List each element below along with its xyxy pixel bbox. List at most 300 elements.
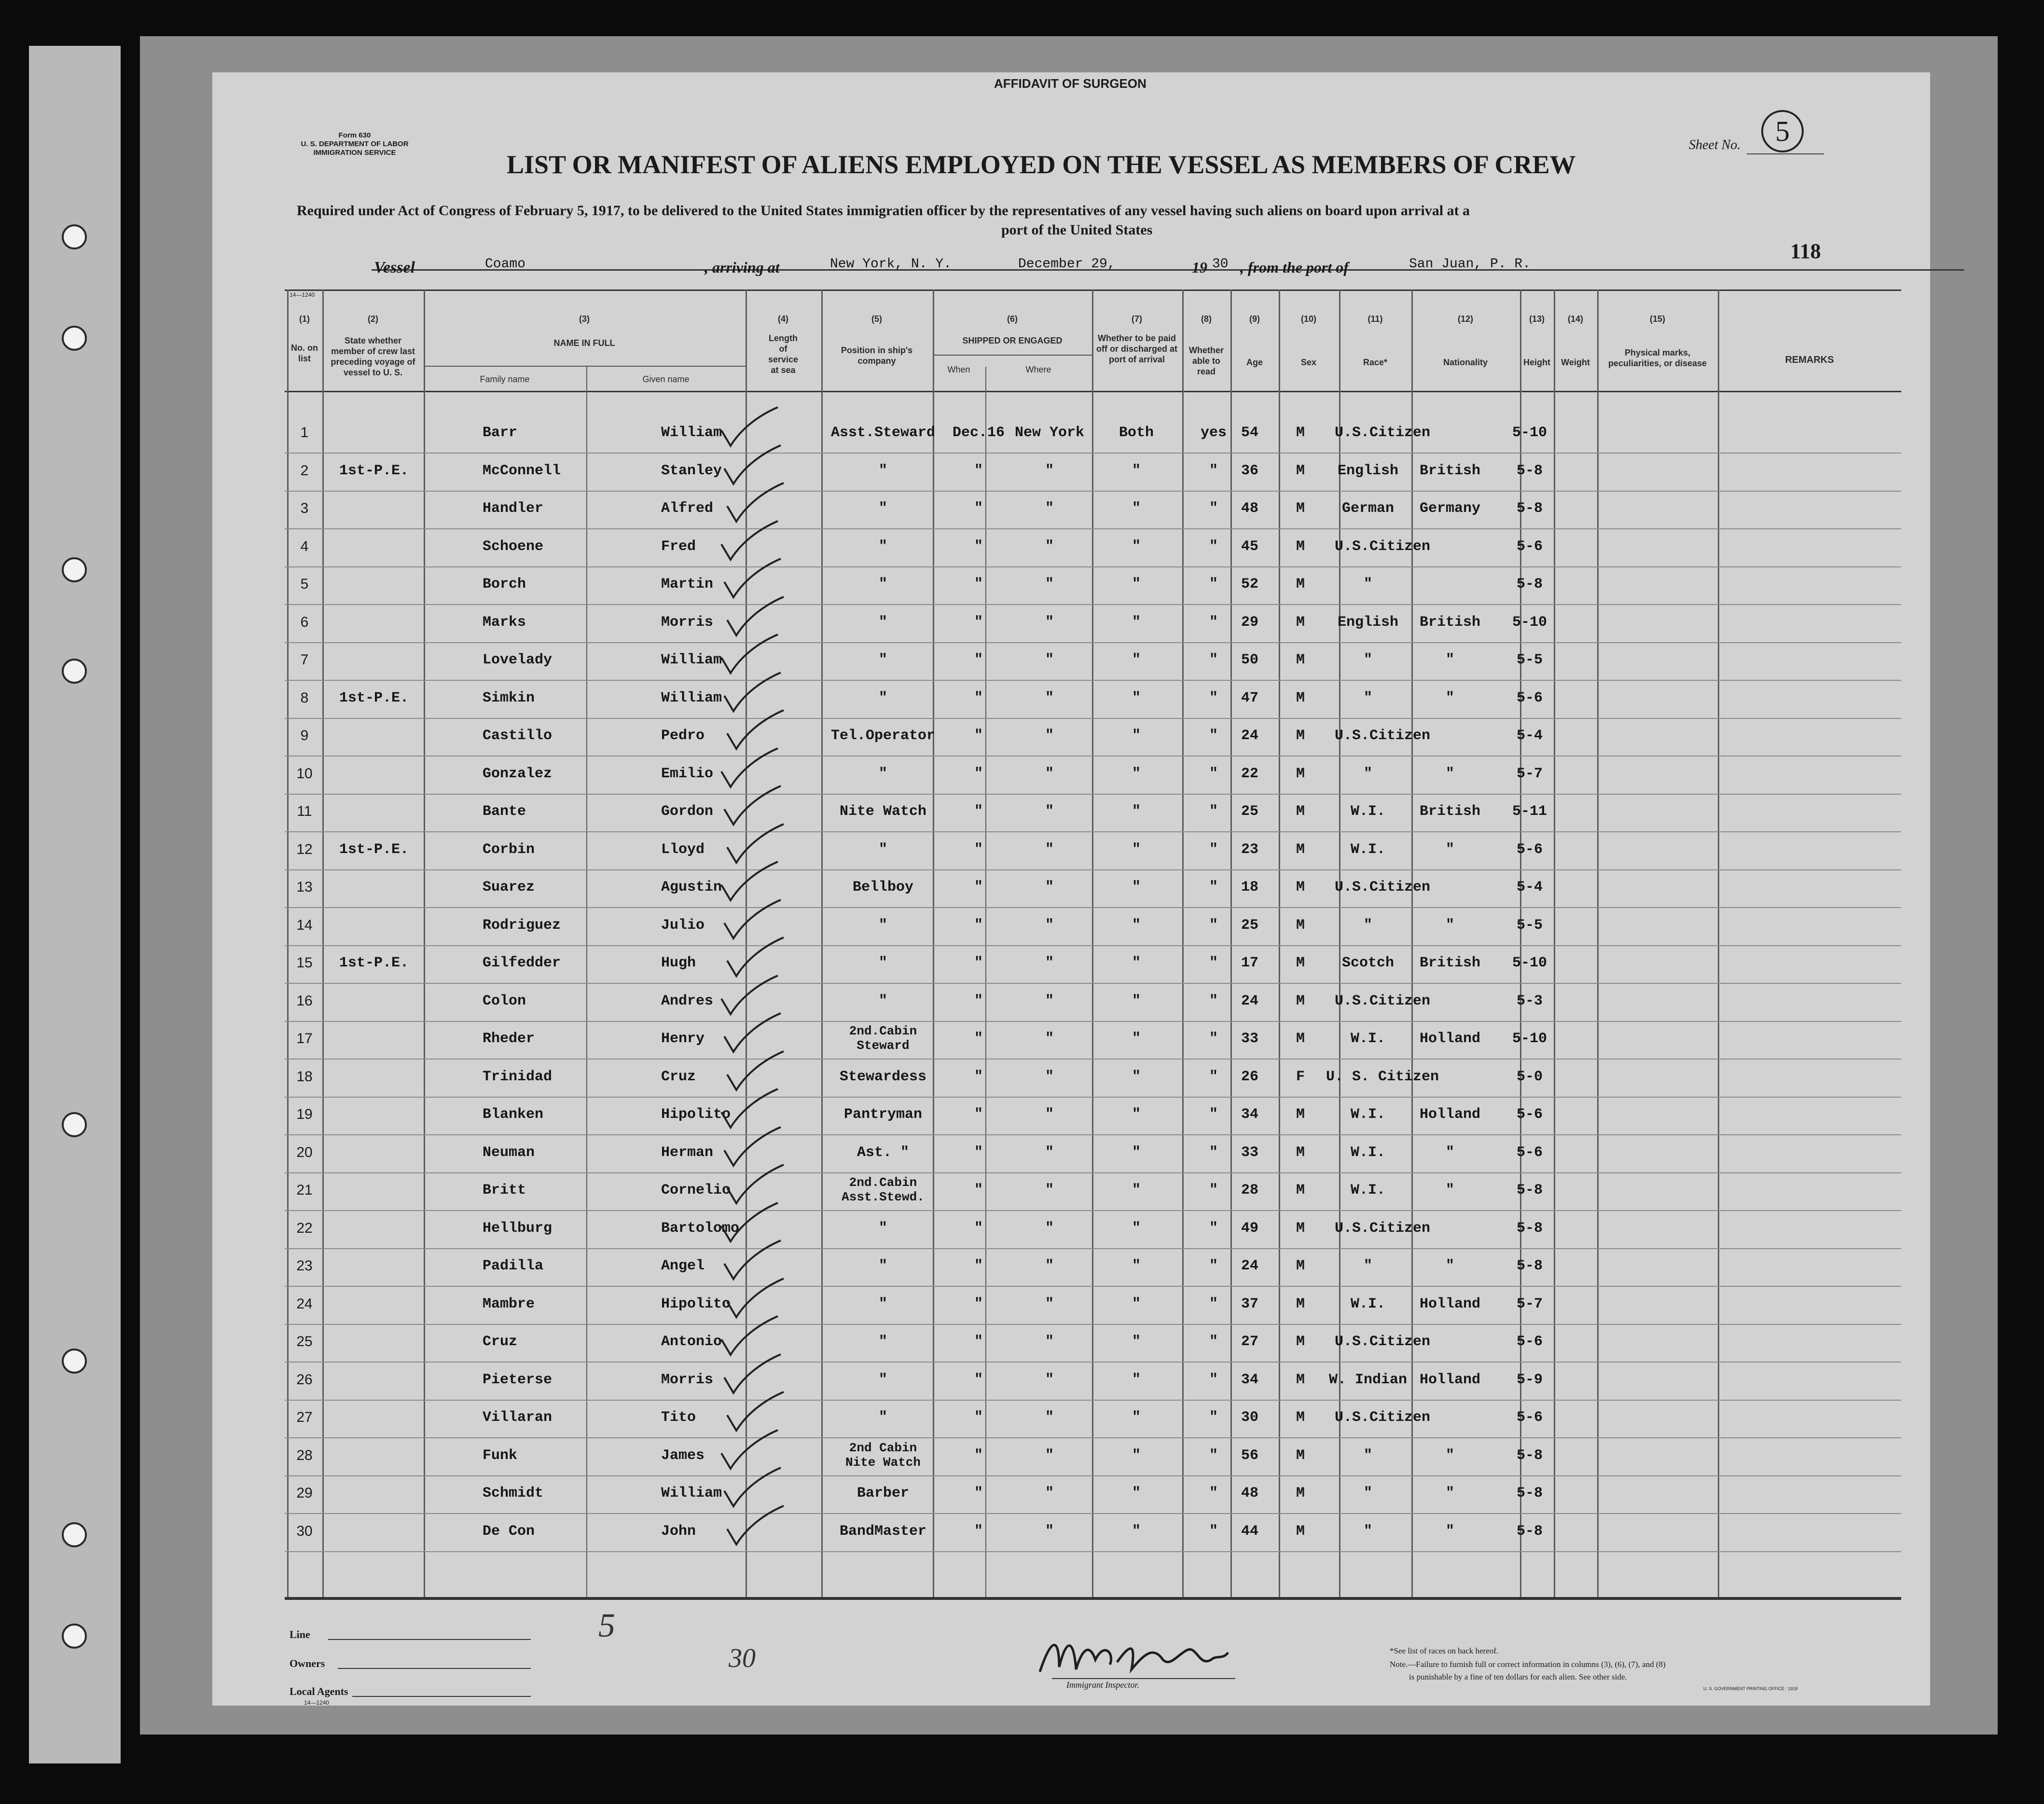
row-number: 23: [296, 1258, 313, 1274]
check-mark-icon: [722, 784, 785, 827]
row-shipped-where: ": [1045, 728, 1054, 744]
row-family-name: Colon: [483, 992, 526, 1009]
row-nationality: ": [1445, 1485, 1455, 1501]
row-shipped-when: ": [974, 1258, 983, 1274]
binder-hole: [62, 1522, 87, 1547]
inspector-signature: [1033, 1626, 1235, 1679]
row-able-read: ": [1209, 992, 1218, 1009]
row-nationality: Germany: [1419, 500, 1481, 517]
row-paid-off: ": [1132, 1144, 1141, 1161]
check-mark-icon: [719, 1201, 782, 1244]
form-number: Form 630 U. S. DEPARTMENT OF LABOR IMMIGRATION SERVICE: [301, 131, 409, 157]
row-position: ": [878, 689, 888, 706]
row-position: ": [878, 765, 888, 782]
col-number: (1): [299, 314, 310, 324]
row-rule: [285, 453, 1901, 454]
row-age: 23: [1241, 841, 1259, 858]
row-shipped-when: ": [974, 1106, 983, 1123]
row-shipped-where: ": [1045, 841, 1054, 858]
row-nationality: Holland: [1419, 1106, 1481, 1123]
header-sex: Sex: [1300, 358, 1317, 367]
row-paid-off: ": [1132, 1068, 1141, 1085]
row-shipped-where: ": [1045, 1220, 1054, 1237]
row-given-name: John: [661, 1523, 696, 1540]
row-rule: [285, 1248, 1901, 1249]
check-mark-icon: [722, 1352, 785, 1396]
row-race: W.I.: [1350, 1295, 1386, 1312]
row-given-name: Hipolito: [661, 1295, 731, 1312]
row-race: ": [1363, 576, 1373, 592]
row-rule: [285, 528, 1901, 529]
row-number: 24: [296, 1295, 313, 1312]
row-number: 20: [296, 1144, 313, 1160]
row-able-read: ": [1209, 614, 1218, 631]
row-race: ": [1363, 1258, 1373, 1274]
row-shipped-where: ": [1045, 879, 1054, 895]
row-height: 5-10: [1512, 1031, 1547, 1047]
row-rule: [285, 756, 1901, 757]
row-able-read: ": [1209, 1447, 1218, 1464]
row-rule: [285, 1513, 1901, 1514]
row-number: 7: [300, 652, 309, 668]
row-rule: [285, 642, 1901, 643]
row-sex: M: [1296, 500, 1305, 517]
row-family-name: Pieterse: [483, 1371, 552, 1388]
row-shipped-when: ": [974, 803, 983, 820]
row-age: 48: [1241, 500, 1259, 517]
row-height: 5-8: [1516, 1220, 1543, 1237]
row-able-read: ": [1209, 1295, 1218, 1312]
row-position: ": [878, 1258, 888, 1274]
row-paid-off: ": [1132, 1409, 1141, 1426]
row-shipped-where: ": [1045, 1334, 1054, 1350]
check-mark-icon: [725, 936, 787, 979]
check-mark-icon: [719, 405, 782, 449]
header-nationality: Nationality: [1443, 358, 1488, 367]
check-mark-icon: [725, 481, 787, 524]
check-mark-icon: [725, 595, 787, 638]
row-rule: [285, 907, 1901, 908]
row-height: 5-10: [1512, 425, 1547, 441]
row-race: Scotch: [1341, 955, 1395, 971]
row-sex: M: [1296, 1031, 1305, 1047]
row-family-name: Cruz: [483, 1334, 518, 1350]
row-rule: [285, 491, 1901, 492]
binder-hole: [62, 1112, 87, 1137]
row-given-name: Stanley: [661, 462, 722, 479]
row-able-read: ": [1209, 765, 1218, 782]
inspector-label: Immigrant Inspector.: [1066, 1680, 1139, 1690]
row-shipped-where: ": [1045, 652, 1054, 668]
row-height: 5-8: [1516, 462, 1543, 479]
row-family-name: Corbin: [483, 841, 535, 858]
row-position: ": [878, 1220, 888, 1237]
row-age: 54: [1241, 425, 1259, 441]
binder-strip: [29, 46, 121, 1763]
check-mark-icon: [722, 1239, 785, 1282]
row-state-crew: 1st-P.E.: [339, 689, 409, 706]
row-able-read: ": [1209, 1106, 1218, 1123]
check-mark-icon: [725, 1390, 787, 1433]
row-height: 5-8: [1516, 1447, 1543, 1464]
row-family-name: Padilla: [483, 1258, 544, 1274]
year-prefix: 19: [1192, 259, 1207, 276]
row-family-name: Trinidad: [483, 1068, 552, 1085]
header-given-name: Given name: [642, 374, 690, 384]
row-paid-off: ": [1132, 917, 1141, 934]
row-paid-off: ": [1132, 1031, 1141, 1047]
row-paid-off: ": [1132, 1182, 1141, 1198]
row-race: ": [1363, 652, 1373, 668]
row-able-read: ": [1209, 879, 1218, 895]
row-age: 18: [1241, 879, 1259, 895]
row-position: Tel.Operator: [830, 728, 936, 744]
row-height: 5-6: [1516, 841, 1543, 858]
row-given-name: Morris: [661, 614, 714, 631]
row-given-name: Andres: [661, 992, 714, 1009]
check-mark-icon: [725, 1504, 787, 1547]
row-race: W.I.: [1350, 1144, 1386, 1161]
row-given-name: William: [661, 425, 722, 441]
row-paid-off: ": [1132, 1371, 1141, 1388]
row-shipped-when: ": [974, 879, 983, 895]
row-age: 44: [1241, 1523, 1259, 1540]
check-mark-icon: [725, 822, 787, 866]
row-height: 5-4: [1516, 728, 1543, 744]
arriving-label: , arriving at: [704, 259, 780, 276]
row-age: 34: [1241, 1106, 1259, 1123]
row-sex: M: [1296, 538, 1305, 555]
row-given-name: Pedro: [661, 728, 705, 744]
header-position: Position in ship's company: [841, 345, 913, 366]
row-able-read: ": [1209, 803, 1218, 820]
row-able-read: ": [1209, 955, 1218, 971]
row-able-read: ": [1209, 500, 1218, 517]
row-paid-off: ": [1132, 1295, 1141, 1312]
row-family-name: Blanken: [483, 1106, 544, 1123]
row-position: Barber: [856, 1485, 910, 1501]
row-number: 8: [300, 689, 309, 706]
row-height: 5-8: [1516, 500, 1543, 517]
row-age: 36: [1241, 462, 1259, 479]
row-sex: M: [1296, 1334, 1305, 1350]
row-shipped-where: ": [1045, 1523, 1054, 1540]
row-shipped-where: ": [1045, 689, 1054, 706]
row-position: ": [878, 500, 888, 517]
row-rule: [285, 1475, 1901, 1476]
row-height: 5-8: [1516, 1182, 1543, 1198]
row-sex: M: [1296, 765, 1305, 782]
row-nationality: ": [1445, 1182, 1455, 1198]
row-height: 5-6: [1516, 538, 1543, 555]
row-family-name: Rheder: [483, 1031, 535, 1047]
row-age: 30: [1241, 1409, 1259, 1426]
row-race: W.I.: [1350, 1182, 1386, 1198]
row-age: 34: [1241, 1371, 1259, 1388]
row-sex: F: [1296, 1068, 1305, 1085]
row-able-read: ": [1209, 576, 1218, 592]
row-paid-off: ": [1132, 1485, 1141, 1501]
row-sex: M: [1296, 841, 1305, 858]
sheet-label: Sheet No.: [1689, 138, 1741, 152]
row-given-name: William: [661, 652, 722, 668]
row-shipped-when: ": [974, 917, 983, 934]
row-given-name: Tito: [661, 1409, 696, 1426]
row-shipped-when: ": [974, 1031, 983, 1047]
col-number: (6): [1007, 314, 1018, 324]
row-able-read: ": [1209, 1334, 1218, 1350]
row-paid-off: ": [1132, 1106, 1141, 1123]
row-number: 28: [296, 1447, 313, 1463]
row-race: U.S.Citizen: [1334, 1409, 1431, 1426]
row-shipped-where: ": [1045, 1295, 1054, 1312]
row-paid-off: ": [1132, 765, 1141, 782]
agents-form-code: 14—1240: [304, 1699, 330, 1706]
agents-field: [352, 1696, 531, 1697]
row-paid-off: ": [1132, 689, 1141, 706]
row-position: ": [878, 1409, 888, 1426]
row-paid-off: ": [1132, 652, 1141, 668]
row-shipped-when: ": [974, 1485, 983, 1501]
row-position: ": [878, 992, 888, 1009]
row-paid-off: ": [1132, 500, 1141, 517]
header-physical: Physical marks, peculiarities, or disease: [1608, 348, 1707, 368]
row-position: 2nd Cabin Nite Watch: [845, 1440, 921, 1470]
row-number: 29: [296, 1485, 313, 1501]
row-shipped-when: ": [974, 955, 983, 971]
row-family-name: Handler: [483, 500, 544, 517]
row-age: 25: [1241, 803, 1259, 820]
row-number: 13: [296, 879, 313, 895]
check-mark-icon: [719, 519, 782, 563]
row-given-name: Martin: [661, 576, 714, 592]
row-family-name: Barr: [483, 425, 518, 441]
row-position: ": [878, 955, 888, 971]
footer-line-label: Line: [290, 1628, 310, 1640]
row-number: 5: [300, 576, 309, 592]
row-paid-off: ": [1132, 955, 1141, 971]
col-number: (11): [1367, 314, 1383, 324]
row-age: 26: [1241, 1068, 1259, 1085]
check-mark-icon: [722, 557, 785, 600]
binder-hole: [62, 557, 87, 582]
footnote-races: *See list of races on back hereof.: [1390, 1646, 1499, 1655]
row-shipped-when: ": [974, 614, 983, 631]
row-number: 19: [296, 1106, 313, 1122]
row-race: W.I.: [1350, 841, 1386, 858]
arrival-date: December 29,: [1018, 257, 1116, 272]
row-race: English: [1337, 462, 1399, 479]
row-shipped-when: ": [974, 1144, 983, 1161]
row-sex: M: [1296, 1409, 1305, 1426]
row-rule: [285, 1551, 1901, 1552]
row-family-name: Castillo: [483, 728, 552, 744]
check-mark-icon: [719, 860, 782, 903]
header-remarks: REMARKS: [1785, 355, 1834, 365]
row-race: U. S. Citizen: [1326, 1068, 1439, 1085]
row-age: 24: [1241, 728, 1259, 744]
row-given-name: William: [661, 689, 722, 706]
footer-owners-label: Owners: [290, 1657, 325, 1669]
row-nationality: ": [1445, 1523, 1455, 1540]
manifest-subtitle: Required under Act of Congress of February 5, 1917, to be delivered to the United States immigratien officer by the representatives of any vessel having such aliens on board upon arrival at a: [297, 203, 1470, 219]
row-sex: M: [1296, 803, 1305, 820]
row-rule: [285, 1059, 1901, 1060]
header-age: Age: [1246, 358, 1263, 367]
sheet-line: [1747, 153, 1824, 154]
row-able-read: ": [1209, 652, 1218, 668]
check-mark-icon: [722, 1011, 785, 1055]
row-nationality: British: [1419, 614, 1481, 631]
row-number: 30: [296, 1523, 313, 1539]
row-rule: [285, 983, 1901, 984]
form-code: 14—1240: [290, 291, 315, 298]
row-nationality: ": [1445, 917, 1455, 934]
row-rule: [285, 718, 1901, 719]
row-shipped-when: ": [974, 500, 983, 517]
col-number: (13): [1529, 314, 1545, 324]
row-shipped-when: ": [974, 462, 983, 479]
row-race: W.I.: [1350, 803, 1386, 820]
row-shipped-when: ": [974, 1334, 983, 1350]
row-nationality: British: [1419, 803, 1481, 820]
col-number: (4): [778, 314, 788, 324]
row-nationality: British: [1419, 955, 1481, 971]
row-sex: M: [1296, 1182, 1305, 1198]
row-state-crew: 1st-P.E.: [339, 955, 409, 971]
row-position: ": [878, 841, 888, 858]
row-height: 5-8: [1516, 1523, 1543, 1540]
owners-field: [338, 1668, 531, 1669]
row-shipped-where: ": [1045, 992, 1054, 1009]
row-number: 14: [296, 917, 313, 933]
row-paid-off: ": [1132, 538, 1141, 555]
row-given-name: Alfred: [661, 500, 714, 517]
row-position: ": [878, 1371, 888, 1388]
row-given-name: Angel: [661, 1258, 705, 1274]
row-height: 5-5: [1516, 917, 1543, 934]
row-age: 49: [1241, 1220, 1259, 1237]
row-number: 17: [296, 1031, 313, 1047]
row-race: ": [1363, 1485, 1373, 1501]
row-able-read: ": [1209, 1220, 1218, 1237]
row-shipped-where: ": [1045, 1371, 1054, 1388]
row-able-read: yes: [1200, 425, 1227, 441]
row-able-read: ": [1209, 917, 1218, 934]
row-family-name: Schoene: [483, 538, 544, 555]
sheet-number: 5: [1761, 110, 1804, 152]
row-family-name: Gilfedder: [483, 955, 561, 971]
col-number: (15): [1649, 314, 1666, 324]
row-shipped-when: ": [974, 765, 983, 782]
row-nationality: ": [1445, 841, 1455, 858]
row-sex: M: [1296, 1258, 1305, 1274]
row-shipped-where: ": [1045, 765, 1054, 782]
row-paid-off: ": [1132, 462, 1141, 479]
row-able-read: ": [1209, 1485, 1218, 1501]
row-sex: M: [1296, 425, 1305, 441]
binder-hole: [62, 1349, 87, 1374]
row-family-name: De Con: [483, 1523, 535, 1540]
row-number: 16: [296, 992, 313, 1009]
check-mark-icon: [722, 443, 785, 487]
row-able-read: ": [1209, 538, 1218, 555]
row-number: 10: [296, 765, 313, 782]
row-rule: [285, 566, 1901, 567]
row-family-name: Villaran: [483, 1409, 552, 1426]
row-shipped-when: Dec.16: [952, 425, 1005, 441]
row-age: 47: [1241, 689, 1259, 706]
row-family-name: Gonzalez: [483, 765, 552, 782]
check-mark-icon: [719, 1087, 782, 1130]
row-given-name: Hipolito: [661, 1106, 731, 1123]
affidavit-heading: AFFIDAVIT OF SURGEON: [994, 76, 1146, 91]
row-paid-off: ": [1132, 992, 1141, 1009]
row-nationality: British: [1419, 462, 1481, 479]
row-able-read: ": [1209, 1371, 1218, 1388]
row-race: U.S.Citizen: [1334, 1334, 1431, 1350]
row-shipped-when: ": [974, 1371, 983, 1388]
vessel-label: Vessel: [374, 259, 415, 276]
row-race: U.S.Citizen: [1334, 538, 1431, 555]
row-sex: M: [1296, 1447, 1305, 1464]
footnote-penalty: Note.—Failure to furnish full or correct information in columns (3), (6), (7), and (8): [1390, 1660, 1666, 1669]
row-given-name: William: [661, 1485, 722, 1501]
row-shipped-where: ": [1045, 614, 1054, 631]
row-sex: M: [1296, 1295, 1305, 1312]
header-height: Height: [1523, 358, 1550, 367]
col-number: (3): [579, 314, 590, 324]
row-number: 6: [300, 614, 309, 630]
row-position: ": [878, 1334, 888, 1350]
row-paid-off: ": [1132, 1220, 1141, 1237]
row-race: ": [1363, 1447, 1373, 1464]
row-race: ": [1363, 765, 1373, 782]
row-family-name: Lovelady: [483, 652, 552, 668]
row-nationality: Holland: [1419, 1371, 1481, 1388]
row-shipped-when: ": [974, 1068, 983, 1085]
row-race: ": [1363, 689, 1373, 706]
row-race: ": [1363, 917, 1373, 934]
row-sex: M: [1296, 689, 1305, 706]
row-nationality: ": [1445, 1144, 1455, 1161]
row-shipped-when: ": [974, 1182, 983, 1198]
row-height: 5-4: [1516, 879, 1543, 895]
row-able-read: ": [1209, 1523, 1218, 1540]
row-race: U.S.Citizen: [1334, 879, 1431, 895]
row-nationality: ": [1445, 689, 1455, 706]
row-family-name: Britt: [483, 1182, 526, 1198]
row-paid-off: Both: [1119, 425, 1154, 441]
row-rule: [285, 680, 1901, 681]
row-shipped-where: ": [1045, 1409, 1054, 1426]
col-number: (7): [1132, 314, 1142, 324]
row-number: 9: [300, 728, 309, 744]
row-family-name: Simkin: [483, 689, 535, 706]
row-number: 1: [300, 425, 309, 441]
row-shipped-where: ": [1045, 1258, 1054, 1274]
row-race: U.S.Citizen: [1334, 728, 1431, 744]
header-shipped: SHIPPED OR ENGAGED: [962, 336, 1063, 345]
row-rule: [285, 604, 1901, 605]
row-paid-off: ": [1132, 576, 1141, 592]
row-rule: [285, 1210, 1901, 1211]
row-shipped-where: New York: [1014, 425, 1085, 441]
row-race: U.S.Citizen: [1334, 425, 1431, 441]
col-number: (5): [871, 314, 882, 324]
handwritten-count: 30: [729, 1643, 756, 1673]
check-mark-icon: [725, 1049, 787, 1093]
